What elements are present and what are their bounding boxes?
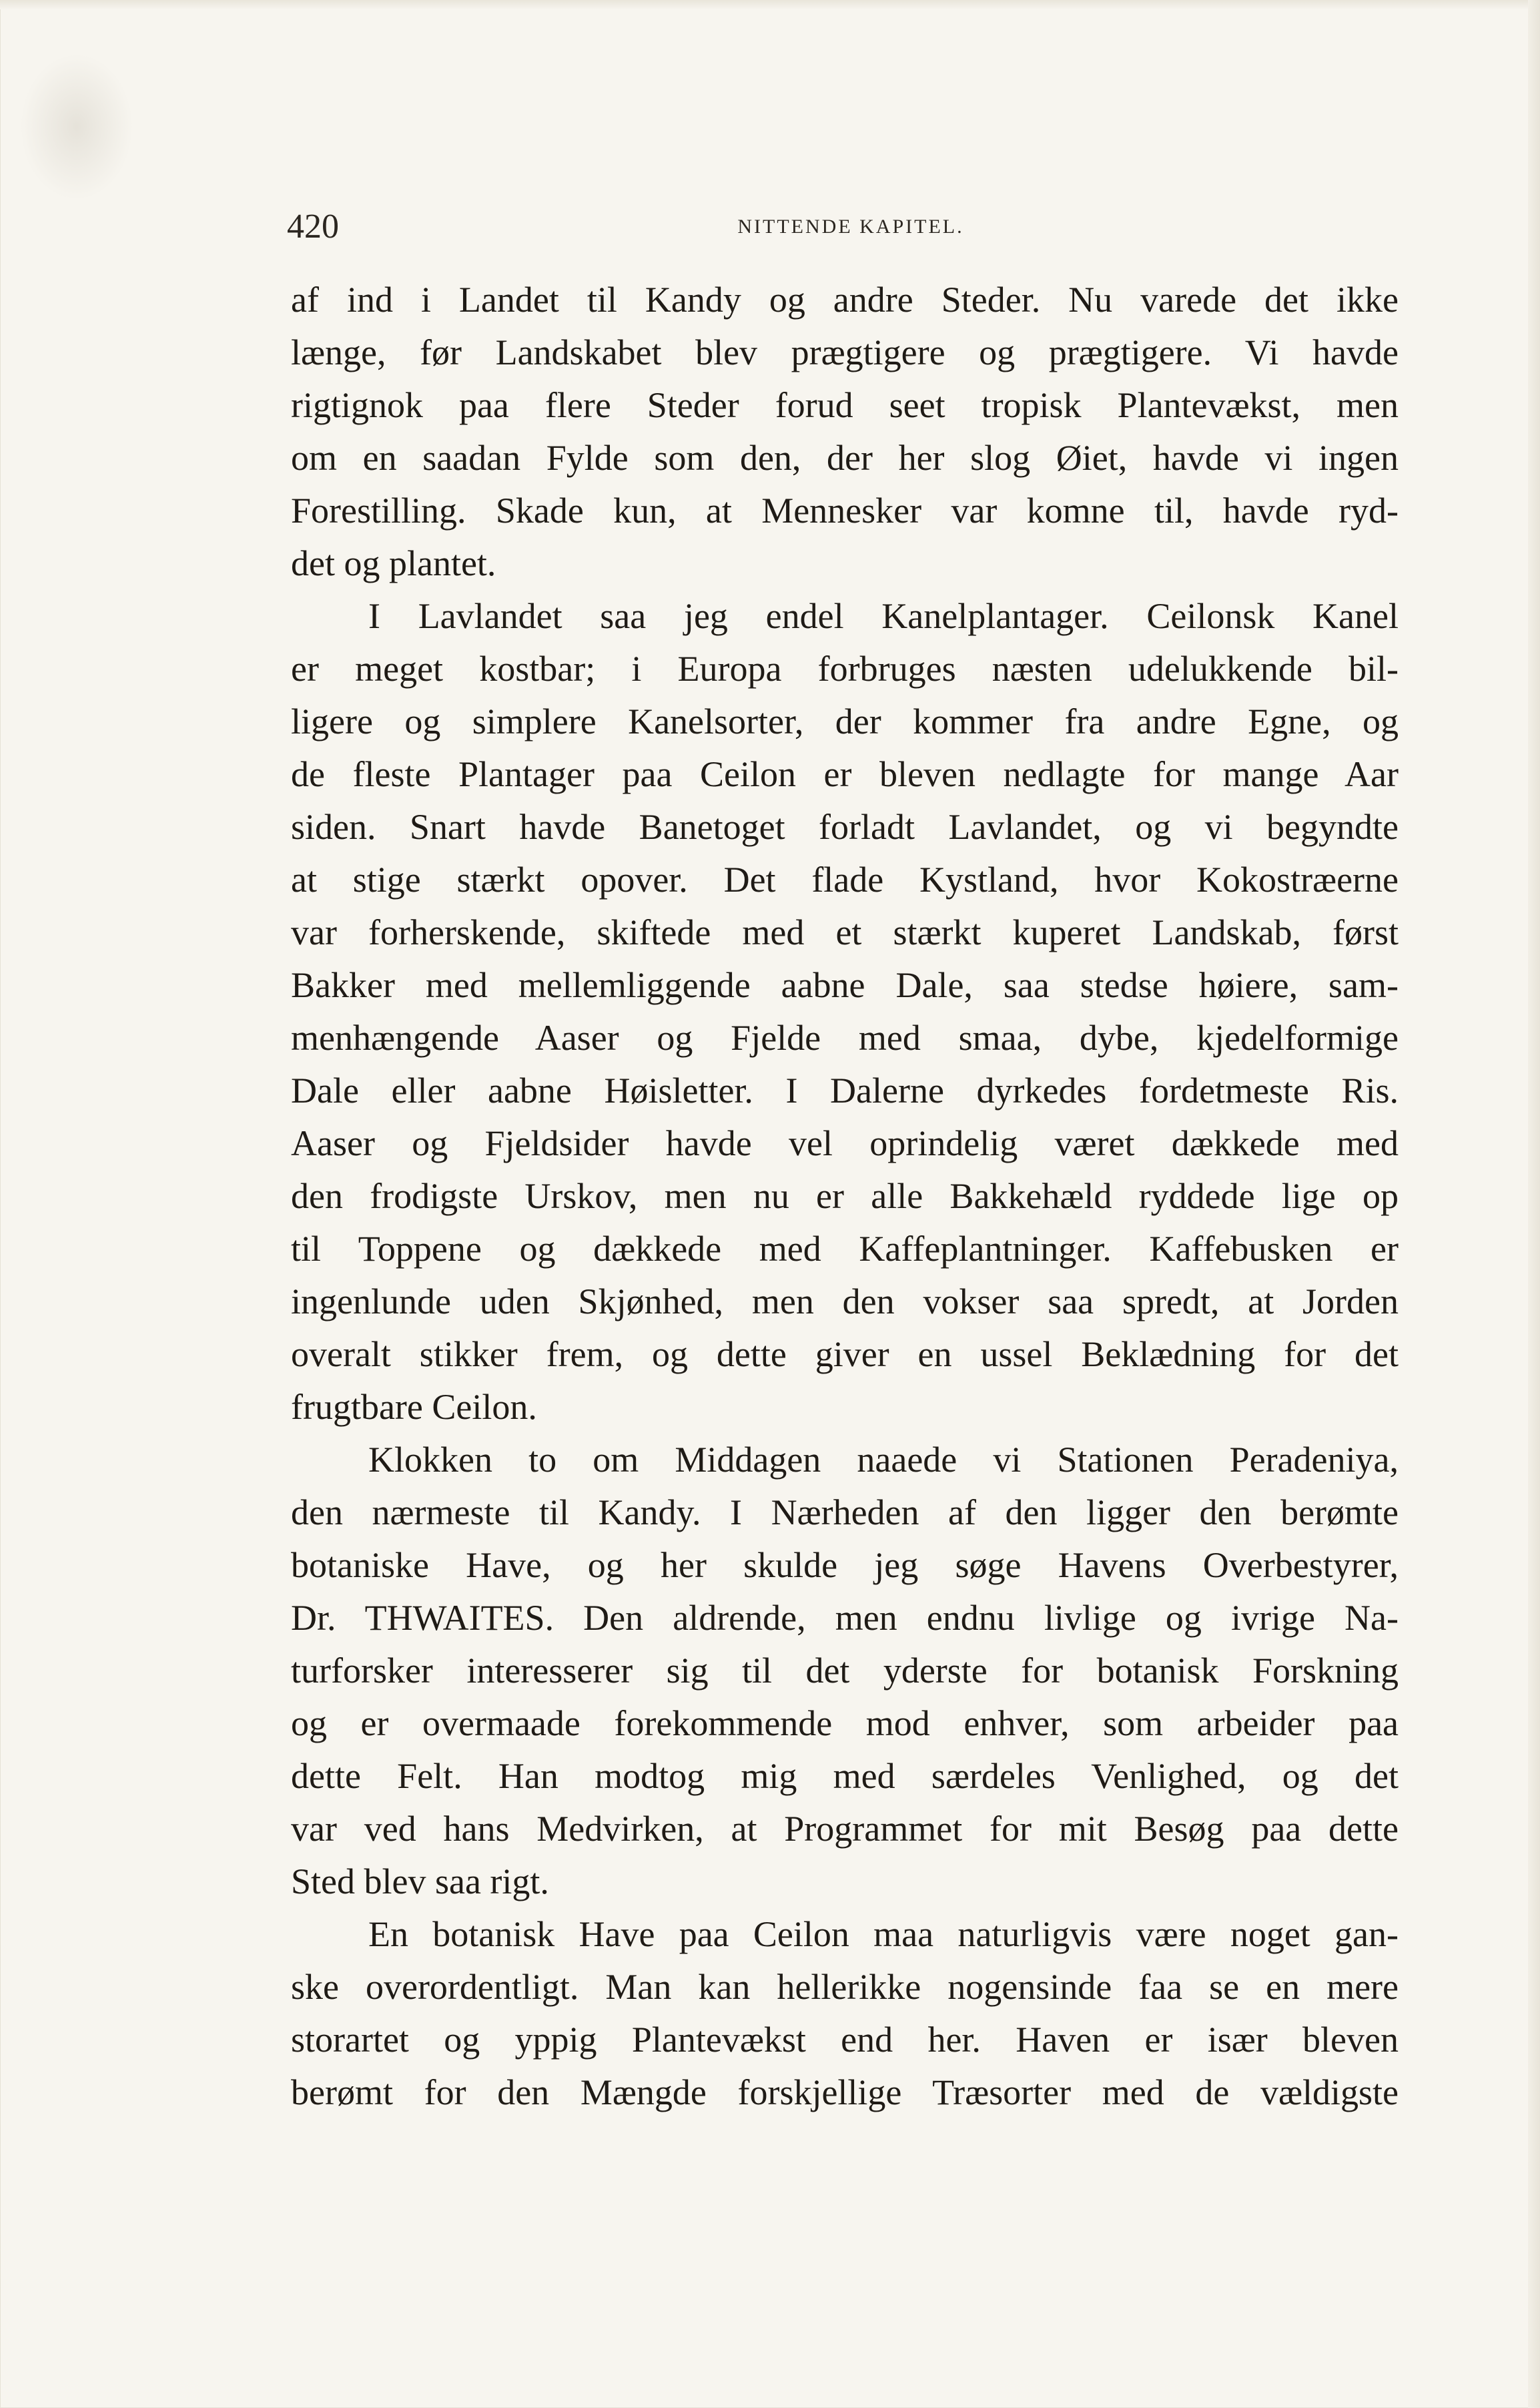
- text-line: ligere og simplere Kanelsorter, der kommer fra andre Egne, og: [291, 701, 1399, 741]
- paper-stain: [20, 53, 133, 200]
- text-line: siden. Snart havde Banetoget forladt Lavlandet, og vi begyndte: [291, 807, 1399, 847]
- page-top-edge: [0, 0, 1540, 9]
- text-line: det og plantet.: [291, 543, 496, 583]
- text-line: af ind i Landet til Kandy og andre Steder. Nu varede det ikke: [291, 280, 1399, 320]
- text-line: menhængende Aaser og Fjelde med smaa, dybe, kjedelformige: [291, 1018, 1399, 1058]
- paragraph: [291, 1908, 1399, 2119]
- page-number: 420: [287, 208, 339, 246]
- text-line: er meget kostbar; i Europa forbruges næsten udelukkende bil-: [291, 649, 1399, 689]
- text-line: de fleste Plantager paa Ceilon er bleven nedlagte for mange Aar: [291, 754, 1399, 794]
- paragraph: [291, 274, 1399, 590]
- text-line: berømt for den Mængde forskjellige Træsorter med de vældigste: [291, 2072, 1399, 2112]
- text-line: botaniske Have, og her skulde jeg søge Havens Overbestyrer,: [291, 1545, 1399, 1585]
- text-line: den nærmeste til Kandy. I Nærheden af den ligger den berømte: [291, 1492, 1399, 1532]
- text-line: rigtignok paa flere Steder forud seet tropisk Plantevækst, men: [291, 385, 1399, 425]
- text-line: turforsker interesserer sig til det yderste for botanisk Forskning: [291, 1650, 1399, 1691]
- text-line: længe, før Landskabet blev prægtigere og prægtigere. Vi havde: [291, 332, 1399, 372]
- text-line: og er overmaade forekommende mod enhver, som arbeider paa: [291, 1703, 1399, 1743]
- text-line: om en saadan Fylde som den, der her slog Øiet, havde vi ingen: [291, 438, 1399, 478]
- text-line: I Lavlandet saa jeg endel Kanelplantager. Ceilonsk Kanel: [368, 596, 1399, 636]
- text-line: frugtbare Ceilon.: [291, 1387, 537, 1427]
- text-line: ingenlunde uden Skjønhed, men den vokser saa spredt, at Jorden: [291, 1281, 1399, 1321]
- text-line: Aaser og Fjeldsider havde vel oprindelig været dækkede med: [291, 1123, 1399, 1163]
- text-line: var ved hans Medvirken, at Programmet for mit Besøg paa dette: [291, 1809, 1399, 1849]
- text-line: dette Felt. Han modtog mig med særdeles Venlighed, og det: [291, 1756, 1399, 1796]
- page-right-edge: [1528, 0, 1540, 2408]
- paragraph: [291, 590, 1399, 1434]
- text-line: at stige stærkt opover. Det flade Kystland, hvor Kokostræerne: [291, 860, 1399, 900]
- running-head: NITTENDE KAPITEL.: [737, 216, 964, 238]
- text-line: Bakker med mellemliggende aabne Dale, saa stedse høiere, sam-: [291, 965, 1399, 1005]
- text-line: den frodigste Urskov, men nu er alle Bakkehæld ryddede lige op: [291, 1176, 1399, 1216]
- text-line: Klokken to om Middagen naaede vi Stationen Peradeniya,: [368, 1440, 1399, 1480]
- text-line: Forestilling. Skade kun, at Mennesker var komne til, havde ryd-: [291, 491, 1399, 531]
- body-text: [291, 274, 1399, 2119]
- text-line: Dale eller aabne Høisletter. I Dalerne dyrkedes fordetmeste Ris.: [291, 1071, 1399, 1111]
- text-line: overalt stikker frem, og dette giver en ussel Beklædning for det: [291, 1334, 1399, 1374]
- text-line: til Toppene og dækkede med Kaffeplantninger. Kaffebusken er: [291, 1229, 1399, 1269]
- text-line: Dr. THWAITES. Den aldrende, men endnu livlige og ivrige Na-: [291, 1598, 1399, 1638]
- paragraph: [291, 1434, 1399, 1908]
- text-line: ske overordentligt. Man kan hellerikke nogensinde faa se en mere: [291, 1967, 1399, 2007]
- text-line: var forherskende, skiftede med et stærkt kuperet Landskab, først: [291, 912, 1399, 952]
- page-header: [287, 200, 1415, 254]
- text-line: Sted blev saa rigt.: [291, 1861, 549, 1901]
- text-line: storartet og yppig Plantevækst end her. Haven er især bleven: [291, 2020, 1399, 2060]
- text-line: En botanisk Have paa Ceilon maa naturligvis være noget gan-: [368, 1914, 1399, 1954]
